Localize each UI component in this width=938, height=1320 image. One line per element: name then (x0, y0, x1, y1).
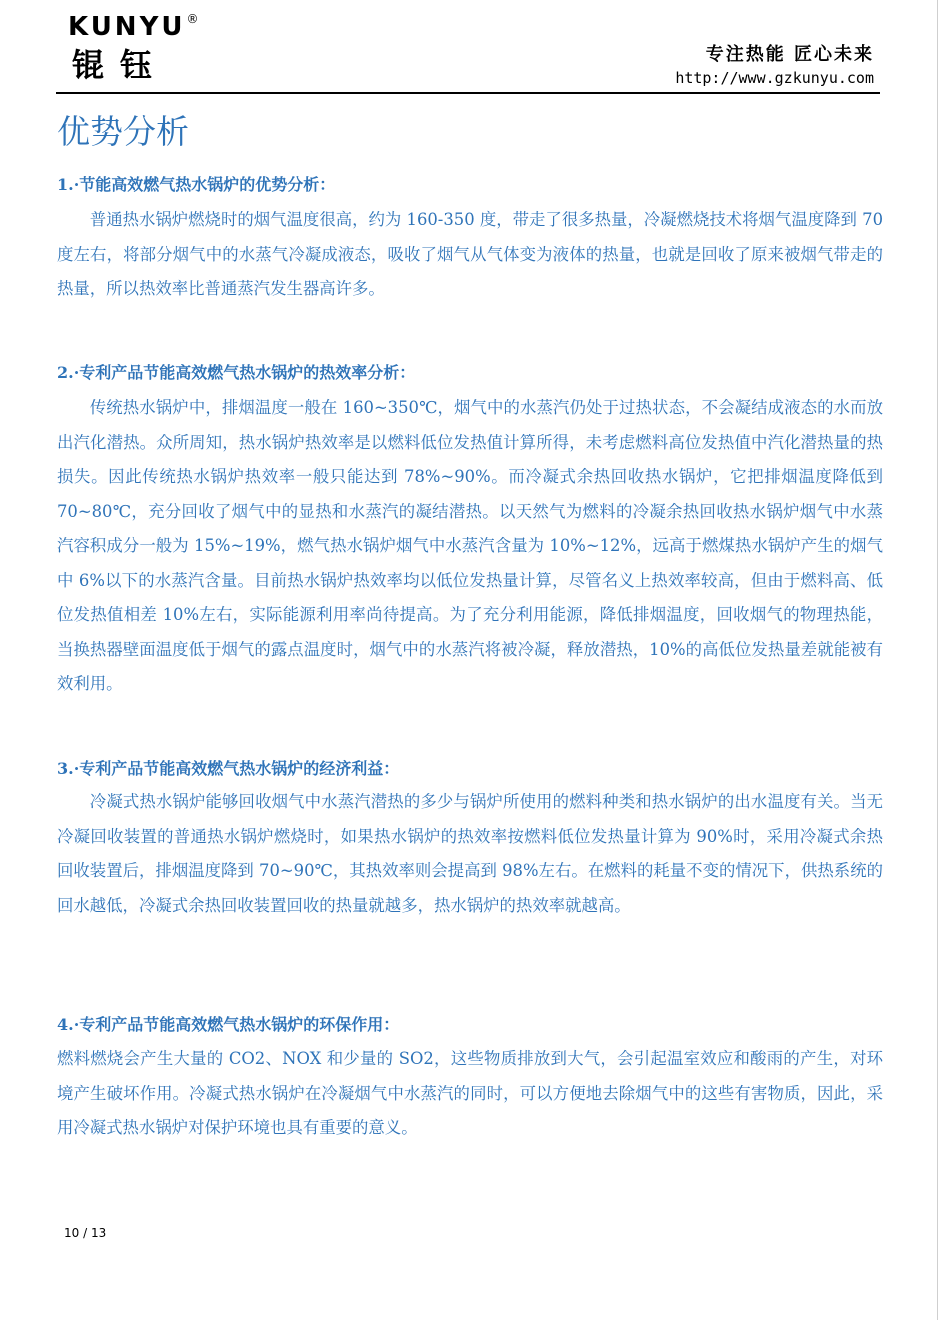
header-slogan: 专注热能 匠心未来 (705, 44, 874, 65)
section-1-title: 1.·节能高效燃气热水锅炉的优势分析： (57, 175, 336, 194)
logo-chinese-name: 锟钰 (72, 46, 169, 84)
section-2-title: 2.·专利产品节能高效燃气热水锅炉的热效率分析： (57, 363, 416, 382)
page-title: 优势分析 (57, 112, 189, 151)
registered-mark: ® (186, 12, 202, 26)
logo-text: KUNYU (68, 12, 186, 42)
section-4-body: 燃料燃烧会产生大量的 CO2、NOX 和少量的 SO2，这些物质排放到大气，会引起温室效应和酸雨的产生，对环境产生破坏作用。冷凝式热水锅炉在冷凝烟气中水蒸汽的同时，可以方便地去除烟气中的这些有害物质，因此，采用冷凝式热水锅炉对保护环境也具有重要的意义。 (57, 1049, 883, 1137)
page-number: 10 / 13 (64, 1226, 107, 1240)
section-1-body: 普通热水锅炉燃烧时的烟气温度很高，约为 160-350 度，带走了很多热量，冷凝燃烧技术将烟气温度降到 70 度左右，将部分烟气中的水蒸气冷凝成液态，吸收了烟气从气体变为液体的热量，也就是回收了原来被烟气带走的热量，所以热效率比普通蒸汽发生器高许多。 (57, 210, 883, 298)
section-3-title: 3.·专利产品节能高效燃气热水锅炉的经济利益： (57, 759, 400, 778)
section-2-body: 传统热水锅炉中，排烟温度一般在 160~350℃，烟气中的水蒸汽仍处于过热状态，不会凝结成液态的水而放出汽化潜热。众所周知，热水锅炉热效率是以燃料低位发热值计算所得，未考虑燃料高位发热值中汽化潜热量的热损失。因此传统热水锅炉热效率一般只能达到 78%~90%。而冷凝式余热回收热水锅炉，它把排烟温度降低到 70~80℃，充分回收了烟气中的显热和水蒸汽的凝结潜热。以天然气为燃料的冷凝余热回收热水锅炉烟气中水蒸汽容积成分一般为 15%~19%，燃气热水锅炉烟气中水蒸汽含量为 10%~12%，远高于燃煤热水锅炉产生的烟气中 6%以下的水蒸汽含量。目前热水锅炉热效率均以低位发热量计算，尽管名义上热效率较高，但由于燃料高、低位发热值相差 10%左右，实际能源利用率尚待提高。为了充分利用能源，降低排烟温度，回收烟气的物理热能，当换热器壁面温度低于烟气的露点温度时，烟气中的水蒸汽将被冷凝，释放潜热，10%的高低位发热量差就能被有效利用。 (57, 398, 883, 693)
header-website: http://www.gzkunyu.com (675, 69, 874, 87)
header-divider (56, 92, 880, 94)
section-3-body: 冷凝式热水锅炉能够回收烟气中水蒸汽潜热的多少与锅炉所使用的燃料种类和热水锅炉的出水温度有关。当无冷凝回收装置的普通热水锅炉燃烧时，如果热水锅炉的热效率按燃料低位发热量计算为 90%时，采用冷凝式余热回收装置后，排烟温度降到 70~90℃，其热效率则会提高到 98%左右。在燃料的耗量不变的情况下，供热系统的回水越低，冷凝式余热回收装置回收的热量就越多，热水锅炉的热效率就越高。 (57, 792, 883, 915)
section-4-title: 4.·专利产品节能高效燃气热水锅炉的环保作用： (57, 1015, 400, 1034)
brand-logo (68, 12, 202, 42)
